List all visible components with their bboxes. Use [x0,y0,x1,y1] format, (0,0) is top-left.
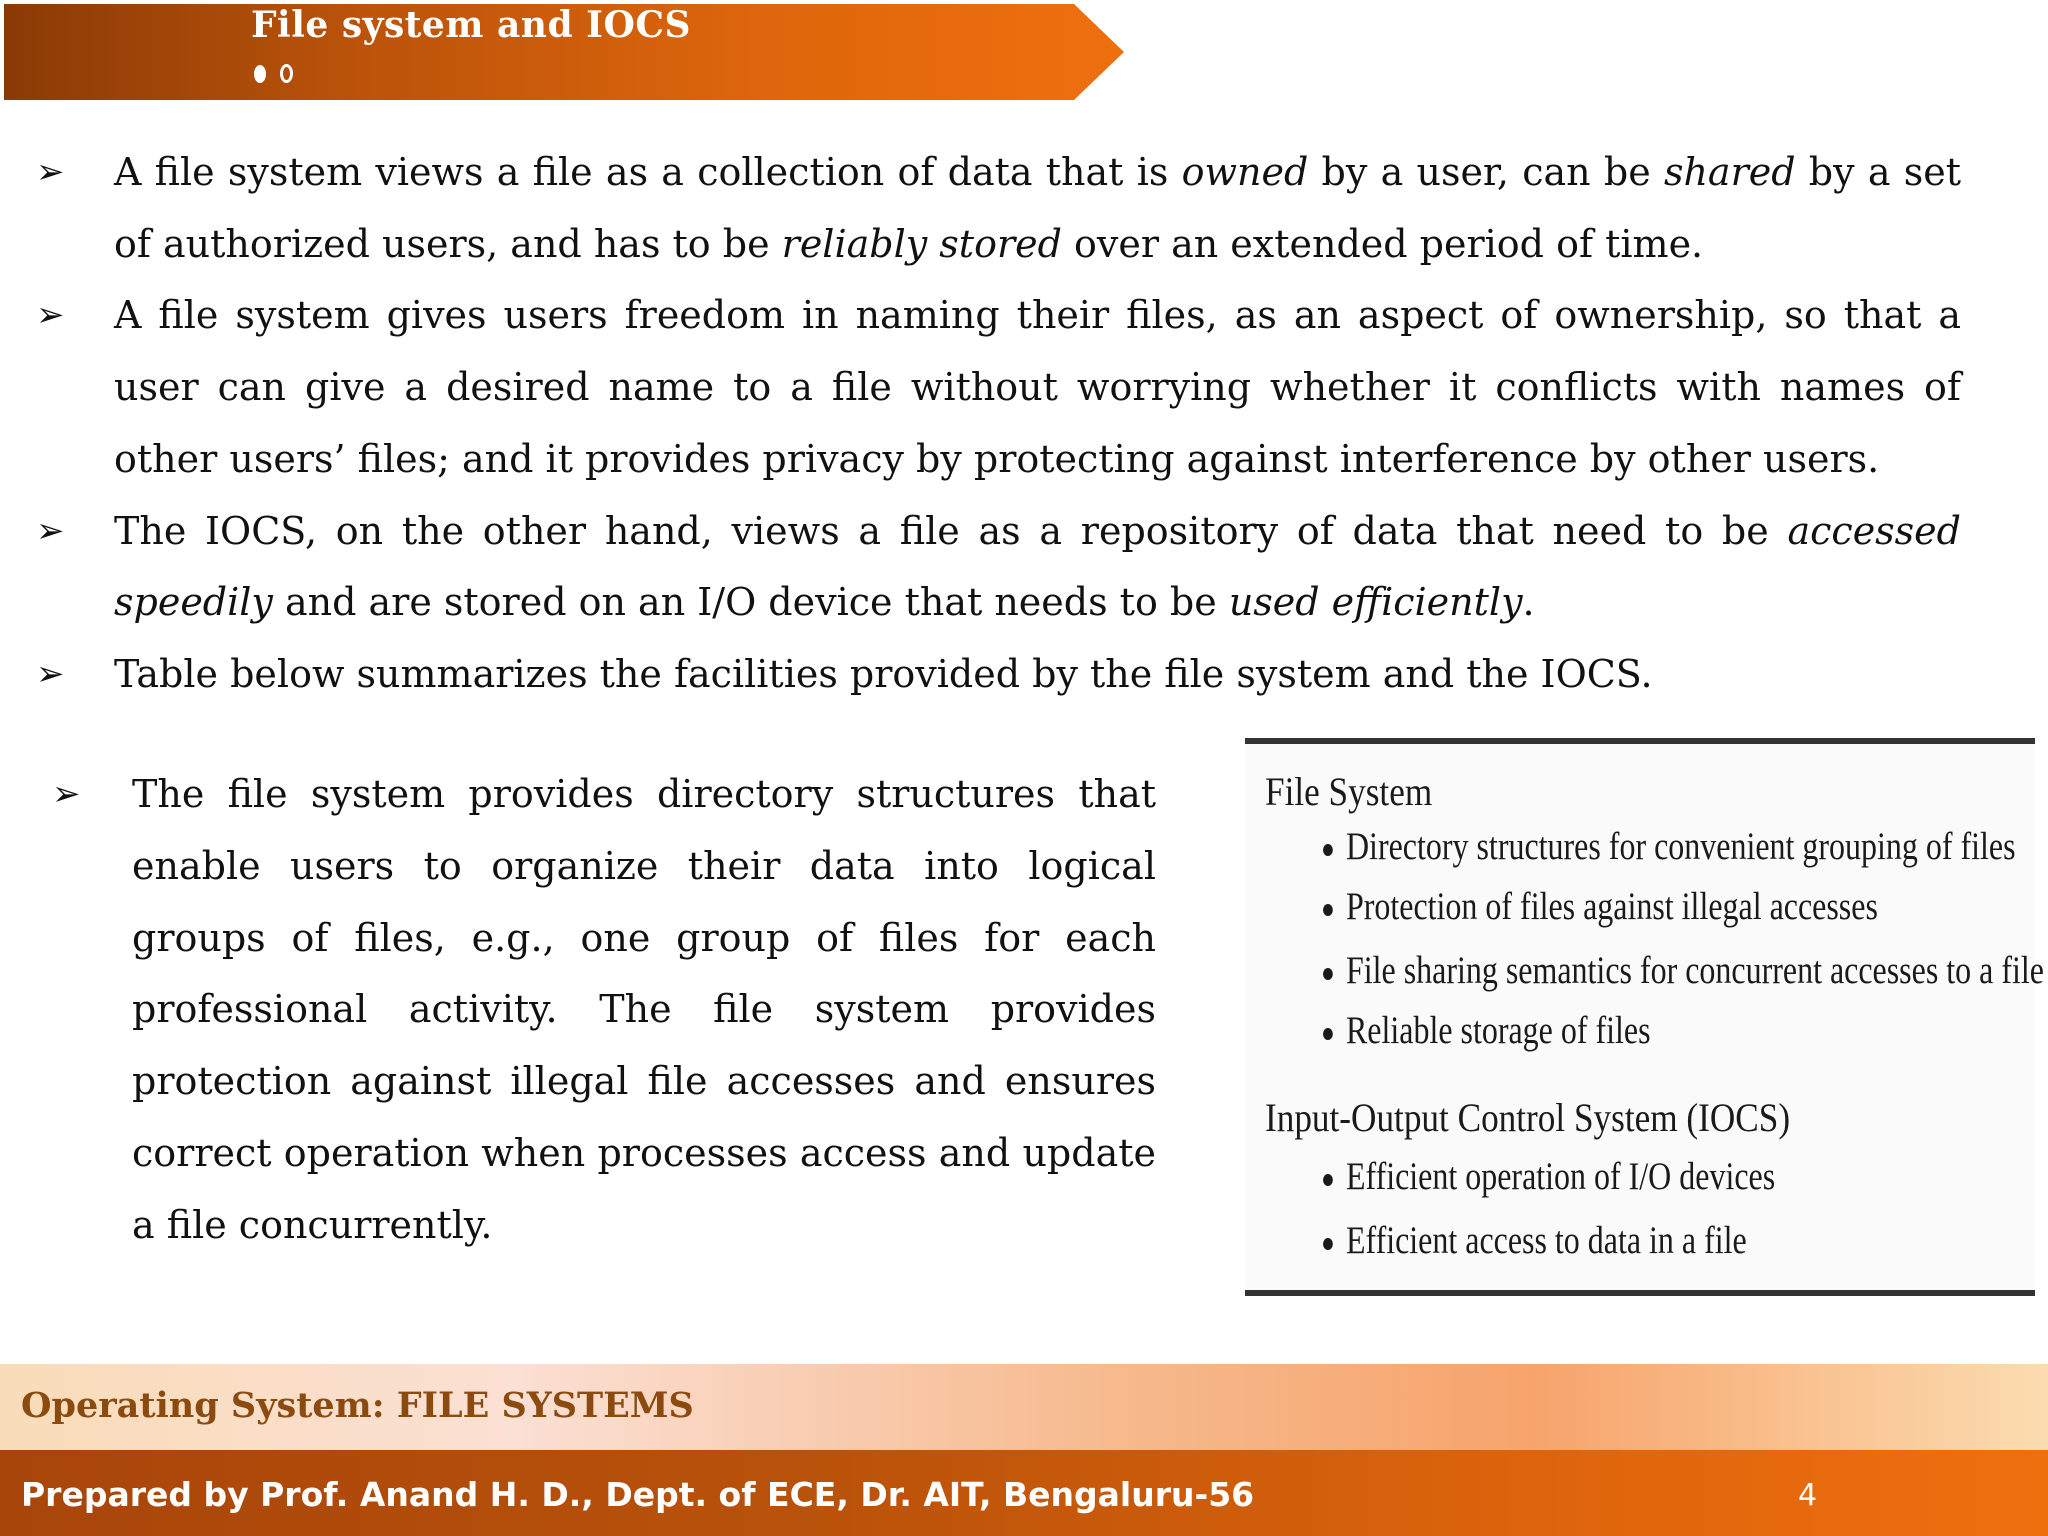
bullet-text: A file system views a file as a collection of data that is owned by a user, can be shared by a set of authorized users, and has to be reliably stored over an extended period of time. [114,150,1961,266]
bullet-item [36,639,1961,711]
table-top-rule [1245,738,2035,744]
course-title: Operating System: FILE SYSTEMS [21,1385,694,1426]
bullet-dot-icon [1323,844,1333,856]
arrow-bullet-icon: ➢ [36,295,65,336]
arrow-bullet-icon: ➢ [52,774,81,814]
bullet-dot-icon [1323,904,1333,916]
iocs-heading: Input-Output Control System (IOCS) [1265,1095,1791,1140]
table-item: Efficient operation of I/O devices [1323,1154,1775,1199]
table-item: Efficient access to data in a file [1323,1218,1747,1263]
bullet-item [36,280,1961,495]
bullet-text: The IOCS, on the other hand, views a file as a repository of data that need to be accessed speedily and are stored on an I/O device that needs to be used efficiently. [114,508,1961,625]
arrow-bullet-icon: ➢ [36,152,65,192]
bullet-text: The file system provides directory structures that enable users to organize their data into logical groups of files, e.g., one group of files for each professional activity. The file system provides protection against illegal file accesses and ensures correct operation when processes access and update a file concurrently. [132,772,1156,1247]
file-system-heading: File System [1265,769,1433,814]
hollow-dot-icon [280,64,293,83]
bullet-text: A file system gives users freedom in naming their files, as an aspect of ownership, so that a user can give a desired name to a file without worrying whether it conflicts with names of other users’ files; and it provides privacy by protecting against interference by other users. [114,293,1961,481]
facilities-table-figure [1245,738,2044,1296]
filled-dot-icon [254,65,266,83]
bullet-dot-icon [1323,1028,1333,1040]
author-credit: Prepared by Prof. Anand H. D., Dept. of ECE, Dr. AIT, Bengaluru-56 [21,1475,1255,1514]
table-item: Reliable storage of files [1323,1008,1651,1053]
left-bullet-list [52,759,1156,1262]
header-dots [254,64,293,83]
bullet-dot-icon [1323,968,1333,980]
table-item: Directory structures for convenient grouping of files [1323,824,2016,869]
bullet-dot-icon [1323,1174,1333,1186]
bullet-item [36,496,1961,639]
bullet-dot-icon [1323,1238,1333,1250]
arrow-bullet-icon: ➢ [36,510,65,551]
table-item: Protection of files against illegal accesses [1323,884,1878,929]
main-bullet-list [36,137,1961,711]
table-item: File sharing semantics for concurrent accesses to a file [1323,948,2044,993]
table-bottom-rule [1245,1290,2035,1296]
arrow-bullet-icon: ➢ [36,653,65,694]
page-number: 4 [1798,1478,1818,1513]
bullet-text: Table below summarizes the facilities provided by the file system and the IOCS. [114,651,1653,696]
bullet-item [36,137,1961,280]
bullet-item [52,759,1156,1262]
slide-title: File system and IOCS [251,4,692,46]
